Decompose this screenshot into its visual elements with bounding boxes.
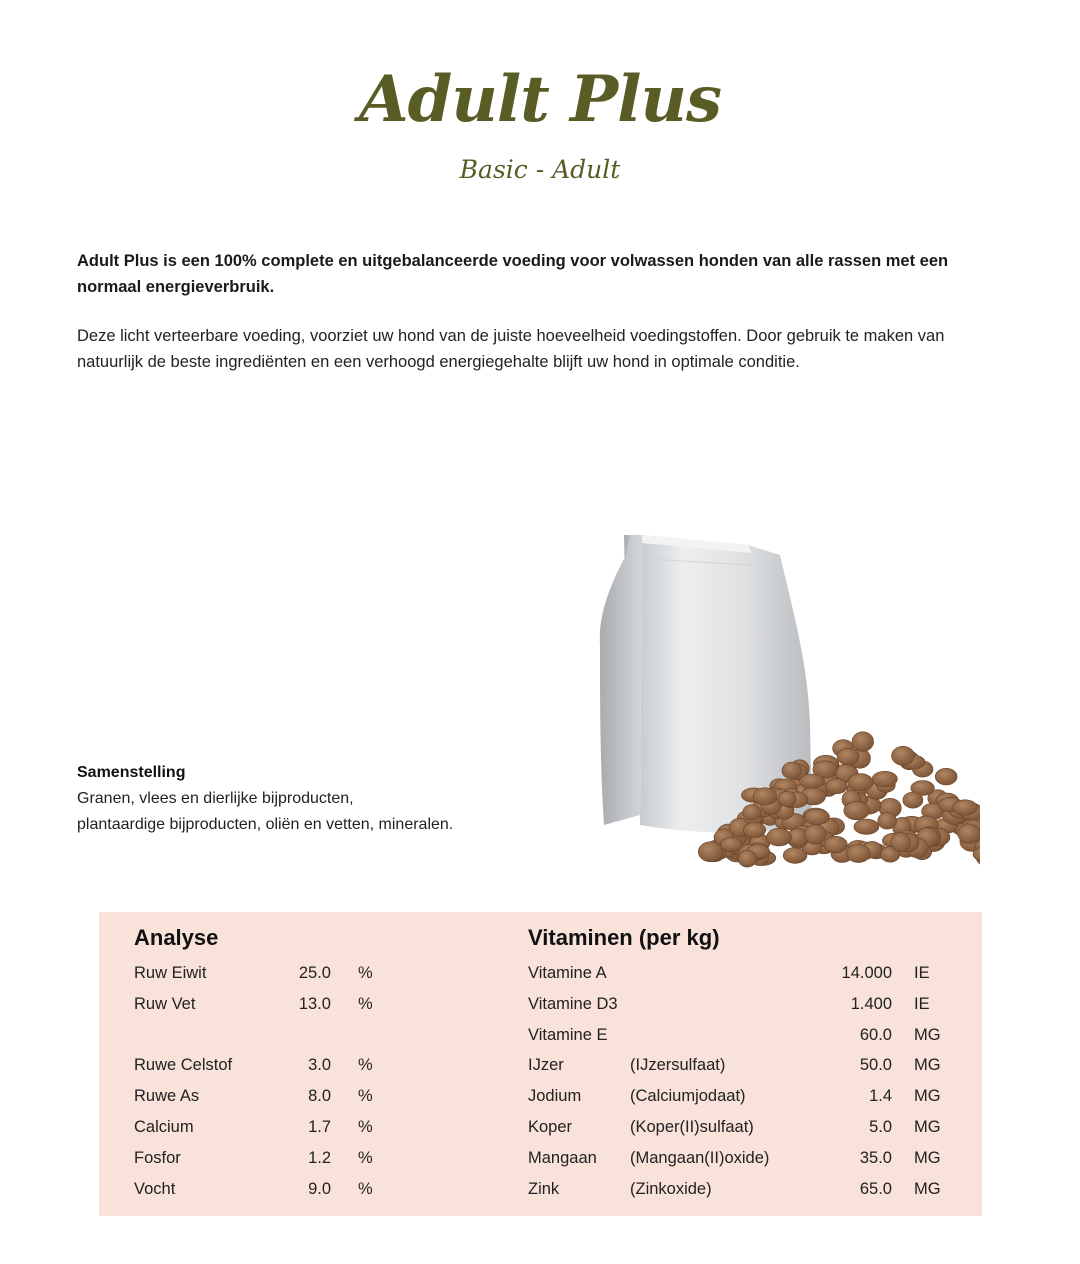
vitamin-unit: MG bbox=[914, 1026, 941, 1044]
vitamin-source: (IJzersulfaat) bbox=[630, 1056, 726, 1074]
vitamin-unit: MG bbox=[914, 1118, 941, 1136]
analysis-name: Ruwe As bbox=[134, 1087, 200, 1105]
composition-section bbox=[77, 760, 557, 838]
kibble-piece bbox=[872, 771, 897, 786]
intro-paragraph: Deze licht verteerbare voeding, voorziet uw hond van de juiste hoeveelheid voedingstoffen. Door gebruik te maken van natuurlijk de beste ingrediënten en een verhoogd energiegehalte blijft uw hond in optimale conditie. bbox=[77, 327, 945, 371]
analysis-name: Vocht bbox=[134, 1180, 176, 1198]
analysis-unit: % bbox=[358, 1087, 373, 1105]
composition-line-1: Granen, vlees en dierlijke bijproducten, bbox=[77, 790, 354, 807]
analysis-value: 3.0 bbox=[308, 1056, 331, 1074]
analysis-unit: % bbox=[358, 1149, 373, 1167]
analysis-value: 1.2 bbox=[308, 1149, 331, 1167]
kibble-piece bbox=[805, 809, 830, 824]
kibble-piece bbox=[852, 732, 874, 752]
kibble-piece bbox=[738, 850, 756, 867]
vitamin-row bbox=[99, 1176, 982, 1202]
kibble-piece bbox=[953, 800, 977, 815]
vitamins-heading: Vitaminen (per kg) bbox=[528, 925, 720, 950]
vitamin-value: 5.0 bbox=[869, 1118, 892, 1136]
vitamin-name: Vitamine D3 bbox=[528, 995, 618, 1013]
vitamin-name: Vitamine E bbox=[528, 1026, 608, 1044]
vitamin-row bbox=[99, 1114, 982, 1140]
vitamin-row bbox=[99, 1145, 982, 1171]
vitamin-source: (Mangaan(II)oxide) bbox=[630, 1149, 770, 1167]
analysis-name: Ruw Vet bbox=[134, 995, 196, 1013]
vitamin-unit: MG bbox=[914, 1056, 941, 1074]
vitamin-source: (Koper(II)sulfaat) bbox=[630, 1118, 754, 1136]
kibble-piece bbox=[935, 768, 957, 785]
analysis-value: 13.0 bbox=[298, 995, 331, 1013]
kibble-piece bbox=[847, 844, 871, 862]
vitamin-source: (Zinkoxide) bbox=[630, 1180, 712, 1198]
kibble-piece bbox=[753, 788, 777, 805]
analysis-heading: Analyse bbox=[134, 925, 219, 950]
vitamin-value: 60.0 bbox=[859, 1026, 892, 1044]
kibble-piece bbox=[767, 828, 792, 846]
vitamin-value: 50.0 bbox=[859, 1056, 892, 1074]
kibble-piece bbox=[743, 805, 761, 821]
analysis-name: Calcium bbox=[134, 1118, 194, 1136]
vitamin-source: (Calciumjodaat) bbox=[630, 1087, 746, 1105]
kibble-piece bbox=[804, 825, 826, 844]
vitamin-value: 1.4 bbox=[869, 1087, 892, 1105]
kibble-piece bbox=[903, 792, 923, 808]
analysis-name: Fosfor bbox=[134, 1149, 181, 1167]
vitamin-name: Koper bbox=[528, 1118, 573, 1136]
vitamin-value: 1.400 bbox=[850, 995, 892, 1013]
vitamin-name: Zink bbox=[528, 1180, 560, 1198]
vitamin-unit: MG bbox=[914, 1180, 941, 1198]
kibble-piece bbox=[958, 824, 980, 844]
kibble-piece bbox=[891, 833, 911, 852]
composition-heading: Samenstelling bbox=[77, 764, 186, 781]
analysis-name: Ruwe Celstof bbox=[134, 1056, 233, 1074]
vitamin-value: 35.0 bbox=[859, 1149, 892, 1167]
kibble-piece bbox=[826, 779, 848, 794]
analysis-unit: % bbox=[358, 1180, 373, 1198]
kibble-piece bbox=[854, 819, 879, 834]
analysis-unit: % bbox=[358, 1056, 373, 1074]
vitamin-row bbox=[99, 1083, 982, 1109]
analysis-value: 25.0 bbox=[298, 964, 331, 982]
analysis-value: 8.0 bbox=[308, 1087, 331, 1105]
vitamin-row bbox=[99, 1052, 982, 1078]
intro-bold-paragraph: Adult Plus is een 100% complete en uitgebalanceerde voeding voor volwassen honden van alle rassen met een normaal energieverbruik. bbox=[77, 252, 949, 296]
vitamin-name: Jodium bbox=[528, 1087, 582, 1105]
kibble-piece bbox=[782, 762, 801, 779]
kibble-piece bbox=[778, 791, 796, 806]
vitamin-row bbox=[99, 991, 982, 1017]
product-bag-image bbox=[580, 525, 980, 895]
kibble-piece bbox=[720, 838, 742, 852]
analysis-value: 9.0 bbox=[308, 1180, 331, 1198]
kibble-piece bbox=[837, 748, 859, 765]
vitamin-unit: MG bbox=[914, 1087, 941, 1105]
page-title: Adult Plus bbox=[358, 62, 722, 137]
kibble-piece bbox=[878, 813, 897, 830]
vitamin-unit: MG bbox=[914, 1149, 941, 1167]
vitamin-name: Mangaan bbox=[528, 1149, 597, 1167]
vitamin-value: 65.0 bbox=[859, 1180, 892, 1198]
vitamin-row bbox=[99, 1022, 982, 1048]
kibble-piece bbox=[800, 774, 825, 788]
vitamin-row bbox=[99, 960, 982, 986]
page-subtitle: Basic - Adult bbox=[459, 155, 621, 184]
analysis-unit: % bbox=[358, 964, 373, 982]
analysis-name: Ruw Eiwit bbox=[134, 964, 207, 982]
analysis-unit: % bbox=[358, 1118, 373, 1136]
vitamin-unit: IE bbox=[914, 964, 930, 982]
nutrition-panel bbox=[99, 912, 982, 1216]
kibble-piece bbox=[744, 822, 766, 837]
vitamin-unit: IE bbox=[914, 995, 930, 1013]
kibble-piece bbox=[848, 774, 873, 791]
analysis-unit: % bbox=[358, 995, 373, 1013]
kibble-piece bbox=[892, 746, 915, 765]
vitamin-name: Vitamine A bbox=[528, 964, 607, 982]
vitamin-value: 14.000 bbox=[841, 964, 892, 982]
vitamin-name: IJzer bbox=[528, 1056, 564, 1074]
kibble-piece bbox=[824, 836, 847, 853]
kibble-piece bbox=[844, 801, 870, 819]
analysis-value: 1.7 bbox=[308, 1118, 331, 1136]
composition-line-2: plantaardige bijproducten, oliën en vetten, mineralen. bbox=[77, 816, 454, 833]
